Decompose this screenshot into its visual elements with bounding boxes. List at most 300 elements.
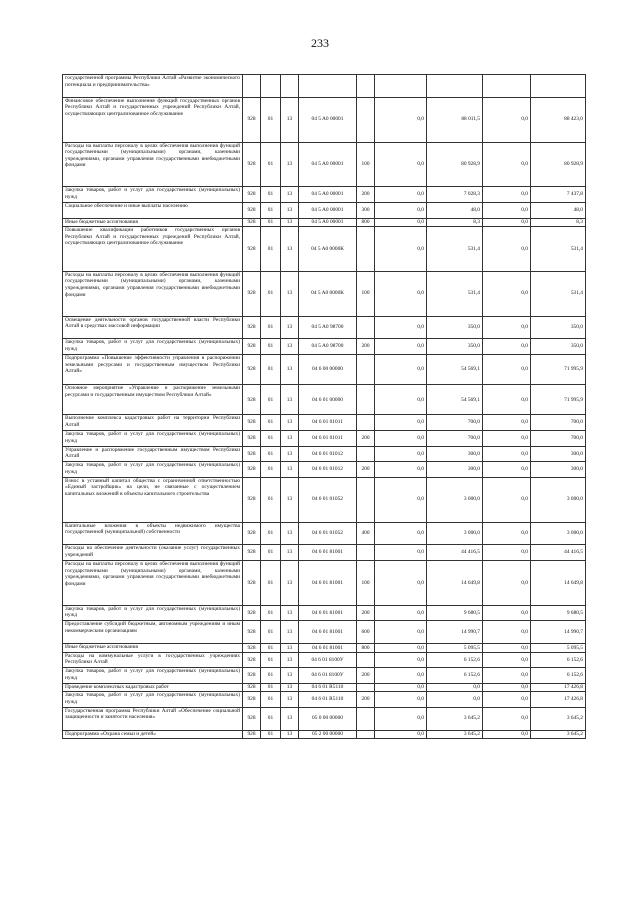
table-row xyxy=(63,431,586,447)
cell-target-code: 04 5 A0 98700 xyxy=(299,339,357,355)
cell-value-3: 0,0 xyxy=(483,730,531,738)
cell-name: Освещение деятельности органов государственной власти Республики Алтай в средствах массовой информации xyxy=(63,316,243,339)
cell-value-4: 14 990,7 xyxy=(531,621,586,644)
cell-value-1: 0,0 xyxy=(375,545,427,561)
cell-value-1: 0,0 xyxy=(375,226,427,271)
cell-value-4: 3 000,0 xyxy=(531,522,586,545)
cell-section: 01 xyxy=(261,668,281,684)
cell-value-1: 0,0 xyxy=(375,644,427,652)
cell-target-code: 04 5 A0 00001 xyxy=(299,203,357,219)
cell-subsection: 13 xyxy=(281,446,299,462)
cell-value-3: 0,0 xyxy=(483,271,531,316)
cell-ministry: 928 xyxy=(243,339,261,355)
cell-subsection: 13 xyxy=(281,561,299,606)
cell-value-2: 80 928,9 xyxy=(427,142,483,187)
cell-expense-type xyxy=(357,75,375,98)
cell-subsection: 13 xyxy=(281,431,299,447)
cell-value-4: 88 423,0 xyxy=(531,97,586,142)
cell-section: 01 xyxy=(261,385,281,415)
cell-expense-type xyxy=(357,226,375,271)
cell-value-1: 0,0 xyxy=(375,142,427,187)
table-row xyxy=(63,187,586,203)
cell-section: 01 xyxy=(261,522,281,545)
cell-value-1: 0,0 xyxy=(375,339,427,355)
cell-value-4: 3 645,2 xyxy=(531,730,586,738)
cell-section: 01 xyxy=(261,97,281,142)
cell-value-4: 17 426,8 xyxy=(531,683,586,691)
cell-name: Закупка товаров, работ и услуг для государственных (муниципальных) нужд xyxy=(63,339,243,355)
cell-value-1: 0,0 xyxy=(375,462,427,478)
table-row xyxy=(63,75,586,98)
cell-value-3: 0,0 xyxy=(483,477,531,522)
cell-ministry: 928 xyxy=(243,707,261,730)
cell-ministry: 928 xyxy=(243,644,261,652)
cell-name: Расходы на выплаты персоналу в целях обеспечения выполнения функций государственными (муниципальными) органами, казенными учреждениями, органами управления государственными внебюджетными фондами xyxy=(63,271,243,316)
cell-ministry: 928 xyxy=(243,218,261,226)
cell-ministry: 928 xyxy=(243,652,261,668)
cell-value-1: 0,0 xyxy=(375,477,427,522)
cell-value-3: 0,0 xyxy=(483,316,531,339)
cell-section: 01 xyxy=(261,446,281,462)
cell-target-code: 04 6 01 01052 xyxy=(299,477,357,522)
cell-target-code: 04 5 A0 98700 xyxy=(299,316,357,339)
cell-name: Предоставление субсидий бюджетным, автономным учреждениям и иным некоммерческим организациям xyxy=(63,621,243,644)
cell-target-code: 05 0 00 00000 xyxy=(299,707,357,730)
cell-value-1: 0,0 xyxy=(375,692,427,708)
cell-subsection: 13 xyxy=(281,522,299,545)
cell-value-2: 5 095,5 xyxy=(427,644,483,652)
cell-value-3: 0,0 xyxy=(483,692,531,708)
cell-value-3: 0,0 xyxy=(483,683,531,691)
cell-name: Расходы на выплаты персоналу в целях обеспечения выполнения функций государственными (муниципальными) органами, казенными учреждениями, органами управления государственными внебюджетными фондами xyxy=(63,142,243,187)
cell-ministry: 928 xyxy=(243,462,261,478)
cell-target-code: 04 5 A0 00001 xyxy=(299,187,357,203)
cell-subsection: 13 xyxy=(281,605,299,621)
cell-expense-type: 100 xyxy=(357,271,375,316)
cell-expense-type xyxy=(357,446,375,462)
cell-value-1: 0,0 xyxy=(375,218,427,226)
cell-name: Подпрограмма «Повышение эффективности управления в распоряжении земельными ресурсами и государственным имуществом Республики Алтай» xyxy=(63,355,243,385)
cell-name: Финансовое обеспечение выполнения функций государственных органов Республики Алтай и государственных учреждений Республики Алтай, осуществляющих централизованное обслуживание xyxy=(63,97,243,142)
cell-value-3: 0,0 xyxy=(483,385,531,415)
cell-ministry: 928 xyxy=(243,668,261,684)
table-row xyxy=(63,203,586,219)
cell-subsection: 13 xyxy=(281,355,299,385)
cell-ministry: 928 xyxy=(243,271,261,316)
cell-name: Закупка товаров, работ и услуг для государственных (муниципальных) нужд xyxy=(63,668,243,684)
cell-subsection: 13 xyxy=(281,545,299,561)
cell-expense-type xyxy=(357,355,375,385)
cell-subsection: 13 xyxy=(281,271,299,316)
table-row xyxy=(63,339,586,355)
cell-value-3: 0,0 xyxy=(483,545,531,561)
cell-value-3: 0,0 xyxy=(483,226,531,271)
cell-value-1: 0,0 xyxy=(375,97,427,142)
cell-name: Закупка товаров, работ и услуг для государственных (муниципальных) нужд xyxy=(63,692,243,708)
table-row xyxy=(63,355,586,385)
cell-section xyxy=(261,75,281,98)
cell-value-4: 350,0 xyxy=(531,316,586,339)
cell-value-3: 0,0 xyxy=(483,707,531,730)
cell-section: 01 xyxy=(261,644,281,652)
cell-section: 01 xyxy=(261,692,281,708)
cell-target-code: 04 5 A0 0000К xyxy=(299,271,357,316)
cell-value-1: 0,0 xyxy=(375,522,427,545)
table-row xyxy=(63,561,586,606)
table-row xyxy=(63,446,586,462)
cell-name: Основное мероприятие «Управление и распоряжение земельными ресурсами и государственным имуществом Республики Алтай» xyxy=(63,385,243,415)
cell-subsection: 13 xyxy=(281,187,299,203)
table-row xyxy=(63,462,586,478)
cell-name: Расходы на обеспечение деятельности (оказание услуг) государственных учреждений xyxy=(63,545,243,561)
cell-value-2: 88 011,5 xyxy=(427,97,483,142)
cell-value-1: 0,0 xyxy=(375,431,427,447)
cell-value-4: 71 995,9 xyxy=(531,355,586,385)
cell-value-2: 44 416,5 xyxy=(427,545,483,561)
cell-value-1: 0,0 xyxy=(375,605,427,621)
cell-expense-type: 100 xyxy=(357,561,375,606)
cell-value-1: 0,0 xyxy=(375,385,427,415)
cell-value-4: 44 416,5 xyxy=(531,545,586,561)
cell-section: 01 xyxy=(261,683,281,691)
cell-value-4: 350,0 xyxy=(531,339,586,355)
cell-subsection: 13 xyxy=(281,683,299,691)
cell-value-2: 0,0 xyxy=(427,692,483,708)
cell-value-4: 5 095,5 xyxy=(531,644,586,652)
cell-value-2: 700,0 xyxy=(427,431,483,447)
table-row xyxy=(63,683,586,691)
cell-expense-type: 100 xyxy=(357,142,375,187)
cell-value-2: 700,0 xyxy=(427,415,483,431)
cell-value-4: 3 645,2 xyxy=(531,707,586,730)
cell-section: 01 xyxy=(261,271,281,316)
cell-name: Проведение комплексных кадастровых работ xyxy=(63,683,243,691)
cell-subsection: 13 xyxy=(281,203,299,219)
cell-target-code: 04 6 01 8100У xyxy=(299,652,357,668)
cell-target-code: 04 6 01 01052 xyxy=(299,522,357,545)
cell-value-2: 3 645,2 xyxy=(427,707,483,730)
cell-expense-type xyxy=(357,385,375,415)
cell-value-2: 6 152,6 xyxy=(427,652,483,668)
cell-value-3: 0,0 xyxy=(483,462,531,478)
cell-section: 01 xyxy=(261,545,281,561)
table-row xyxy=(63,385,586,415)
cell-ministry: 928 xyxy=(243,561,261,606)
cell-value-4: 700,0 xyxy=(531,431,586,447)
cell-value-3: 0,0 xyxy=(483,644,531,652)
cell-section: 01 xyxy=(261,561,281,606)
cell-value-4: 6 152,6 xyxy=(531,652,586,668)
cell-value-1: 0,0 xyxy=(375,621,427,644)
table-row xyxy=(63,605,586,621)
table-row xyxy=(63,621,586,644)
cell-name: Повышение квалификации работников государственных органов Республики Алтай и государственных учреждений Республики Алтай, осуществляющих централизованное обслуживание xyxy=(63,226,243,271)
table-row xyxy=(63,545,586,561)
cell-value-2: 7 028,3 xyxy=(427,187,483,203)
cell-target-code: 04 5 A0 00001 xyxy=(299,218,357,226)
cell-expense-type: 600 xyxy=(357,621,375,644)
cell-ministry: 928 xyxy=(243,683,261,691)
cell-value-2: 3 000,0 xyxy=(427,477,483,522)
cell-value-3 xyxy=(483,75,531,98)
cell-value-2: 3 000,0 xyxy=(427,522,483,545)
cell-subsection: 13 xyxy=(281,218,299,226)
table-row xyxy=(63,644,586,652)
cell-value-1: 0,0 xyxy=(375,203,427,219)
cell-value-4: 6 152,6 xyxy=(531,668,586,684)
cell-value-1: 0,0 xyxy=(375,316,427,339)
cell-value-4: 700,0 xyxy=(531,415,586,431)
cell-expense-type: 300 xyxy=(357,203,375,219)
cell-target-code: 04 6 01 8100У xyxy=(299,668,357,684)
table-row xyxy=(63,226,586,271)
cell-value-3: 0,0 xyxy=(483,446,531,462)
cell-target-code: 04 6 01 81001 xyxy=(299,621,357,644)
cell-ministry: 928 xyxy=(243,431,261,447)
cell-value-2: 14 990,7 xyxy=(427,621,483,644)
cell-value-2: 350,0 xyxy=(427,339,483,355)
cell-subsection: 13 xyxy=(281,652,299,668)
cell-value-2: 54 569,1 xyxy=(427,355,483,385)
cell-target-code: 04 6 01 81001 xyxy=(299,545,357,561)
cell-expense-type xyxy=(357,730,375,738)
cell-name: Иные бюджетные ассигнования xyxy=(63,218,243,226)
cell-section: 01 xyxy=(261,187,281,203)
cell-value-1: 0,0 xyxy=(375,271,427,316)
cell-section: 01 xyxy=(261,621,281,644)
cell-value-3: 0,0 xyxy=(483,561,531,606)
cell-value-3: 0,0 xyxy=(483,203,531,219)
cell-expense-type xyxy=(357,683,375,691)
cell-value-3: 0,0 xyxy=(483,621,531,644)
cell-ministry: 928 xyxy=(243,385,261,415)
cell-expense-type xyxy=(357,477,375,522)
cell-name: Иные бюджетные ассигнования xyxy=(63,644,243,652)
cell-subsection: 13 xyxy=(281,385,299,415)
cell-section: 01 xyxy=(261,355,281,385)
cell-expense-type: 200 xyxy=(357,187,375,203)
table-row xyxy=(63,707,586,730)
cell-ministry: 928 xyxy=(243,203,261,219)
cell-section: 01 xyxy=(261,707,281,730)
table-row xyxy=(63,271,586,316)
cell-subsection: 13 xyxy=(281,97,299,142)
cell-name: государственной программы Республики Алтай «Развитие экономического потенциала и предпринимательства» xyxy=(63,75,243,98)
cell-value-1: 0,0 xyxy=(375,561,427,606)
cell-value-1: 0,0 xyxy=(375,707,427,730)
table-row xyxy=(63,415,586,431)
cell-name: Государственная программа Республики Алтай «Обеспечение социальной защищенности и занятости населения» xyxy=(63,707,243,730)
cell-value-4: 531,4 xyxy=(531,271,586,316)
cell-target-code: 04 6 01 R5110 xyxy=(299,683,357,691)
cell-name: Закупка товаров, работ и услуг для государственных (муниципальных) нужд xyxy=(63,187,243,203)
cell-ministry: 928 xyxy=(243,621,261,644)
cell-value-4 xyxy=(531,75,586,98)
cell-target-code: 04 6 01 01012 xyxy=(299,462,357,478)
cell-ministry: 928 xyxy=(243,226,261,271)
cell-target-code: 04 6 01 R5110 xyxy=(299,692,357,708)
cell-value-4: 7 437,8 xyxy=(531,187,586,203)
cell-section: 01 xyxy=(261,431,281,447)
cell-target-code: 04 6 01 81001 xyxy=(299,561,357,606)
cell-value-2 xyxy=(427,75,483,98)
cell-value-4: 80 928,9 xyxy=(531,142,586,187)
table-row xyxy=(63,218,586,226)
cell-subsection: 13 xyxy=(281,668,299,684)
cell-ministry: 928 xyxy=(243,692,261,708)
cell-expense-type: 800 xyxy=(357,218,375,226)
cell-ministry xyxy=(243,75,261,98)
cell-name: Выполнение комплекса кадастровых работ на территории Республики Алтай xyxy=(63,415,243,431)
table-row xyxy=(63,142,586,187)
cell-subsection: 13 xyxy=(281,316,299,339)
cell-value-2: 300,0 xyxy=(427,446,483,462)
cell-expense-type: 200 xyxy=(357,668,375,684)
cell-section: 01 xyxy=(261,218,281,226)
cell-subsection: 13 xyxy=(281,707,299,730)
cell-expense-type: 800 xyxy=(357,644,375,652)
cell-value-3: 0,0 xyxy=(483,355,531,385)
cell-target-code: 04 5 A0 00001 xyxy=(299,142,357,187)
cell-ministry: 928 xyxy=(243,605,261,621)
cell-section: 01 xyxy=(261,142,281,187)
cell-value-2: 0,0 xyxy=(427,683,483,691)
cell-value-3: 0,0 xyxy=(483,431,531,447)
cell-section: 01 xyxy=(261,462,281,478)
cell-target-code: 04 6 01 00000 xyxy=(299,385,357,415)
cell-value-2: 8,3 xyxy=(427,218,483,226)
cell-expense-type: 400 xyxy=(357,522,375,545)
cell-subsection: 13 xyxy=(281,142,299,187)
cell-name: Закупка товаров, работ и услуг для государственных (муниципальных) нужд xyxy=(63,605,243,621)
cell-target-code: 04 6 00 00000 xyxy=(299,355,357,385)
cell-value-1: 0,0 xyxy=(375,446,427,462)
cell-section: 01 xyxy=(261,316,281,339)
cell-value-1: 0,0 xyxy=(375,730,427,738)
cell-value-4: 48,0 xyxy=(531,203,586,219)
cell-value-2: 6 152,6 xyxy=(427,668,483,684)
cell-name: Подпрограмма «Охрана семьи и детей» xyxy=(63,730,243,738)
cell-expense-type xyxy=(357,652,375,668)
cell-value-4: 14 649,8 xyxy=(531,561,586,606)
cell-subsection: 13 xyxy=(281,462,299,478)
cell-subsection: 13 xyxy=(281,692,299,708)
cell-value-2: 14 649,8 xyxy=(427,561,483,606)
cell-value-4: 300,0 xyxy=(531,446,586,462)
table-row xyxy=(63,692,586,708)
cell-value-3: 0,0 xyxy=(483,415,531,431)
cell-expense-type: 200 xyxy=(357,605,375,621)
cell-subsection: 13 xyxy=(281,621,299,644)
cell-target-code: 04 5 A0 00001 xyxy=(299,97,357,142)
cell-expense-type xyxy=(357,707,375,730)
cell-expense-type: 200 xyxy=(357,339,375,355)
cell-ministry: 928 xyxy=(243,730,261,738)
cell-ministry: 928 xyxy=(243,545,261,561)
cell-value-4: 71 995,9 xyxy=(531,385,586,415)
cell-subsection: 13 xyxy=(281,477,299,522)
cell-target-code: 04 6 01 81001 xyxy=(299,605,357,621)
cell-value-4: 300,0 xyxy=(531,462,586,478)
cell-value-4: 9 680,5 xyxy=(531,605,586,621)
cell-name: Расходы на выплаты персоналу в целях обеспечения выполнения функций государственными (муниципальными) органами, казенными учреждениями, органами управления государственными внебюджетными фондами xyxy=(63,561,243,606)
cell-subsection: 13 xyxy=(281,730,299,738)
cell-section: 01 xyxy=(261,415,281,431)
table-row xyxy=(63,477,586,522)
cell-subsection xyxy=(281,75,299,98)
cell-expense-type xyxy=(357,415,375,431)
cell-value-3: 0,0 xyxy=(483,218,531,226)
cell-section: 01 xyxy=(261,652,281,668)
table-row xyxy=(63,652,586,668)
cell-name: Закупка товаров, работ и услуг для государственных (муниципальных) нужд xyxy=(63,431,243,447)
cell-value-2: 350,0 xyxy=(427,316,483,339)
budget-table xyxy=(62,74,586,739)
cell-section: 01 xyxy=(261,226,281,271)
cell-ministry: 928 xyxy=(243,415,261,431)
cell-value-1 xyxy=(375,75,427,98)
cell-target-code: 04 6 01 01012 xyxy=(299,446,357,462)
cell-value-4: 3 000,0 xyxy=(531,477,586,522)
cell-ministry: 928 xyxy=(243,316,261,339)
cell-name: Взнос в уставный капитал общества с ограниченной ответственностью «Единый застройщик» на цели, не связанные с осуществлением капитальных вложений в объекты капитального строительства xyxy=(63,477,243,522)
cell-subsection: 13 xyxy=(281,339,299,355)
cell-target-code xyxy=(299,75,357,98)
table-body xyxy=(63,75,586,739)
cell-target-code: 04 6 01 01011 xyxy=(299,431,357,447)
cell-ministry: 928 xyxy=(243,522,261,545)
cell-value-3: 0,0 xyxy=(483,522,531,545)
cell-ministry: 928 xyxy=(243,97,261,142)
cell-value-2: 48,0 xyxy=(427,203,483,219)
cell-subsection: 13 xyxy=(281,415,299,431)
cell-value-2: 54 569,1 xyxy=(427,385,483,415)
cell-target-code: 04 5 A0 0000К xyxy=(299,226,357,271)
cell-target-code: 05 2 00 00000 xyxy=(299,730,357,738)
cell-expense-type: 200 xyxy=(357,431,375,447)
cell-section: 01 xyxy=(261,339,281,355)
cell-value-1: 0,0 xyxy=(375,652,427,668)
cell-value-4: 17 426,8 xyxy=(531,692,586,708)
cell-value-2: 9 680,5 xyxy=(427,605,483,621)
cell-value-1: 0,0 xyxy=(375,683,427,691)
cell-value-1: 0,0 xyxy=(375,355,427,385)
cell-name: Социальное обеспечение и иные выплаты населению xyxy=(63,203,243,219)
cell-value-3: 0,0 xyxy=(483,187,531,203)
cell-ministry: 928 xyxy=(243,477,261,522)
cell-name: Капитальные вложения в объекты недвижимого имущества государственной (муниципальной) собственности xyxy=(63,522,243,545)
cell-subsection: 13 xyxy=(281,644,299,652)
cell-value-1: 0,0 xyxy=(375,187,427,203)
table-row xyxy=(63,522,586,545)
cell-value-3: 0,0 xyxy=(483,652,531,668)
cell-ministry: 928 xyxy=(243,187,261,203)
table-row xyxy=(63,730,586,738)
cell-ministry: 928 xyxy=(243,355,261,385)
cell-value-3: 0,0 xyxy=(483,605,531,621)
cell-expense-type xyxy=(357,97,375,142)
cell-expense-type: 200 xyxy=(357,692,375,708)
cell-section: 01 xyxy=(261,203,281,219)
cell-expense-type xyxy=(357,545,375,561)
cell-value-4: 531,4 xyxy=(531,226,586,271)
cell-value-2: 531,4 xyxy=(427,226,483,271)
cell-target-code: 04 6 01 01011 xyxy=(299,415,357,431)
cell-value-3: 0,0 xyxy=(483,142,531,187)
cell-expense-type: 200 xyxy=(357,462,375,478)
table-row xyxy=(63,97,586,142)
cell-value-2: 3 645,2 xyxy=(427,730,483,738)
